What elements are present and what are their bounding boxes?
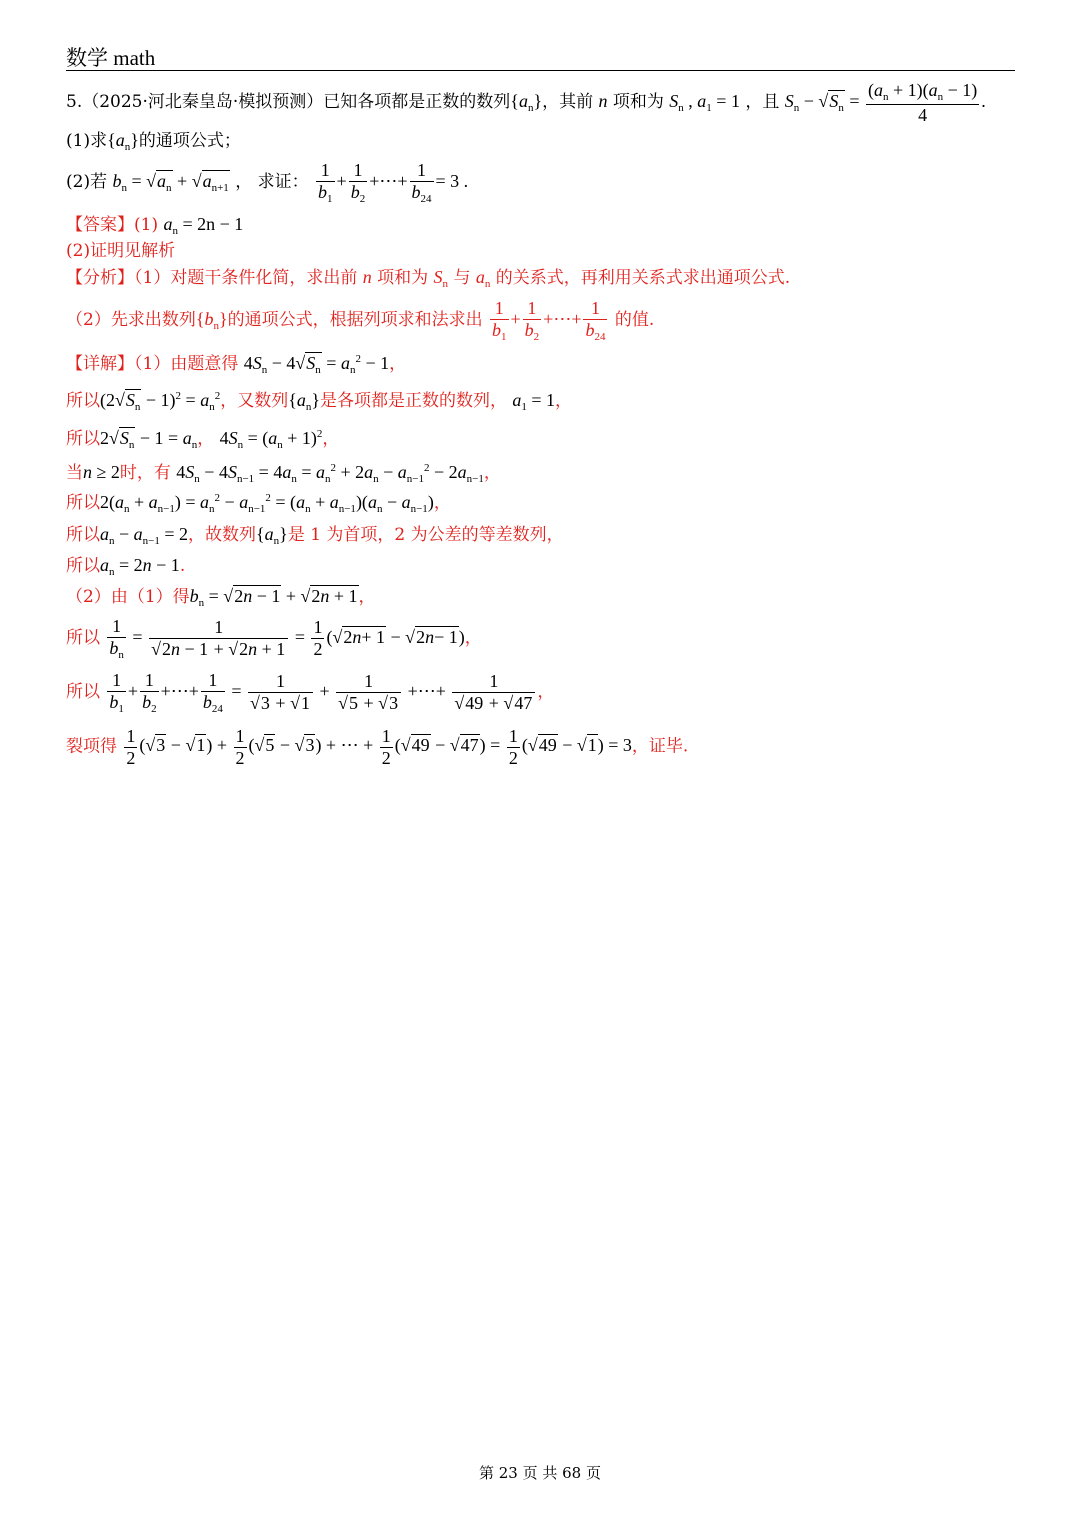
detail-line-2: 所以$(2√S_n - 1)^2 = a_n^2$，又数列$\{a_n\}$是各项都是正数的数列， $a_1 = 1$，: [66, 390, 573, 413]
detail-line-5: 所以$2(a_n + a_{n-1}) = a_n^2 - a_{n-1}^2 = (a_n + a_{n-1})(a_n - a_{n-1})$，: [66, 492, 451, 515]
analysis-line-2: （2）先求出数列$\{b_n\}$的通项公式，根据列项求和法求出 $\frac{1}{b_1}$ + $\frac{1}{b_2}$ +⋯+ $\frac{1}{b_{24}}$ 的值.: [66, 298, 655, 343]
page-footer: 第 23 页 共 68 页: [478, 1464, 601, 1482]
detail-line-6: 所以$a_n - a_{n-1} = 2$，故数列$\{a_n\}$是 1 为首项，2 为公差的等差数列，: [66, 524, 564, 547]
problem-part-2: (2)若 $b_n = √a_n + √a_{n+1}$ ， 求证： $\frac{1}{b_1}$ + $\frac{1}{b_2}$ +⋯+ $\frac{1}{b_{24}}$ = 3 .: [66, 160, 469, 205]
problem-part-1: (1)求$\{a_n\}$的通项公式；: [66, 130, 241, 153]
detail-line-9: 所以 $\frac{1}{b_n}$ = $\frac{1}{√2n - 1 + √2n + 1}$ = $\frac{1}{2}$ (√2n+ 1 − √2n− 1)，: [66, 616, 482, 661]
header-divider: [66, 70, 1015, 71]
detail-line-1: 【详解】（1）由题意得 $4S_n - 4√S_n = a_n^2 - 1$，: [66, 353, 407, 376]
detail-line-3: 所以$2√S_n - 1 = a_n$， $4S_n = (a_n + 1)^2$，: [66, 428, 340, 451]
detail-line-8: （2）由（1）得$b_n = √2n - 1 + √2n + 1$，: [66, 586, 376, 609]
problem-stem: 5.（2025·河北秦皇岛·模拟预测）已知各项都是正数的数列$\{a_n\}$，其前 n 项和为 $S_n$ , $a_1 = 1$ ，且 $S_n - √S_n$ = $\frac{(a_n + 1)(a_n - 1)}{4}$ .: [66, 80, 986, 125]
detail-line-4: 当n ≥ 2时，有 $4S_n - 4S_{n-1} = 4a_n = a_n^2 + 2a_n - a_{n-1}^2 - 2a_{n-1}$，: [66, 462, 501, 485]
answer-line-1: 【答案】(1) $a_n = 2n - 1$: [66, 214, 244, 237]
detail-line-10: 所以 $\frac{1}{b_1}$ + $\frac{1}{b_2}$ +⋯+ $\frac{1}{b_{24}}$ = $\frac{1}{√3 + √1}$ + $\frac{1}{√5 + √3}$ +⋯+ $\frac{1}{√49 + √47}$ ，: [66, 670, 555, 715]
answer-line-2: (2)证明见解析: [66, 241, 176, 261]
page-header-title: 数学 math: [66, 46, 156, 70]
analysis-line-1: 【分析】（1）对题干条件化简，求出前 n 项和为 $S_n$ 与 $a_n$ 的关系式，再利用关系式求出通项公式.: [66, 267, 791, 290]
detail-line-11: 裂项得 $\frac{1}{2}$ (√3 − √1) + $\frac{1}{2}$ (√5 − √3) + ⋯ + $\frac{1}{2}$ (√49 − √47) = $\frac{1}{2}$ (√49 − √1) = 3，证毕.: [66, 726, 689, 768]
detail-line-7: 所以$a_n = 2n - 1$.: [66, 555, 186, 578]
